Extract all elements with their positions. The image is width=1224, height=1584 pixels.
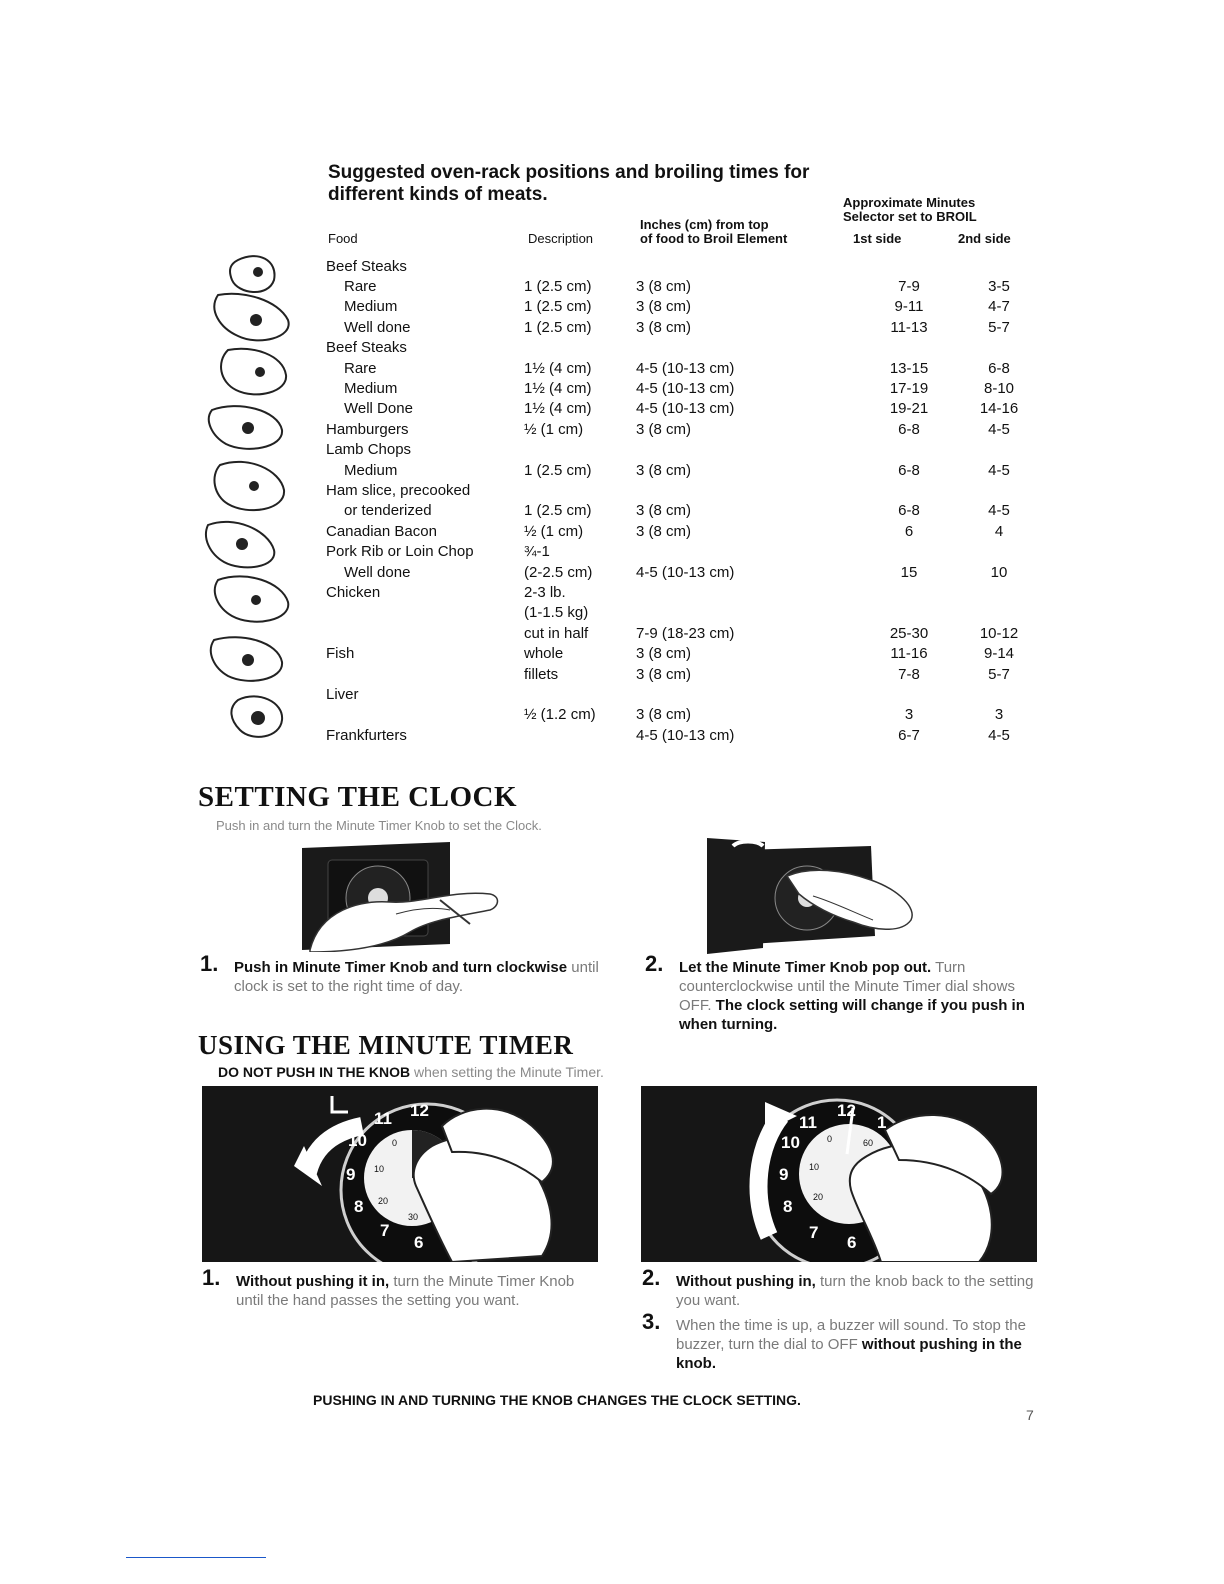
dial-2-m10: 10 [809, 1162, 820, 1172]
dial-2-m0: 0 [827, 1134, 833, 1144]
clock-step-2-number: 2. [645, 951, 664, 976]
first-side-cell [854, 582, 964, 602]
timer-step-3-text: When the time is up, a buzzer will sound. To stop the buzzer, turn the dial to OFF [676, 1317, 1026, 1353]
timer-step-2-number: 2. [642, 1265, 661, 1290]
first-side-cell [854, 256, 964, 276]
dial-2-m60: 60 [863, 1138, 874, 1148]
second-side-cell: 14-16 [979, 400, 1019, 418]
clock-step-2-text: Turn counterclockwise until the Minute Timer dial shows OFF. [679, 959, 1015, 1014]
timer-step-1-number: 1. [202, 1265, 221, 1290]
food-cell: Medium [344, 461, 398, 479]
second-side-cell: 10 [990, 563, 1008, 581]
timer-step-3-bold: without pushing in the knob. [676, 1336, 1022, 1372]
second-side-cell [964, 603, 1034, 623]
dial-1-m10: 10 [374, 1164, 385, 1174]
food-cell: Rare [344, 278, 377, 296]
food-cell [326, 705, 524, 725]
dial-1-n9: 9 [346, 1165, 356, 1184]
timer-intro-text: when setting the Minute Timer. [410, 1064, 604, 1080]
table-row [326, 297, 1034, 317]
second-side-cell: 4 [994, 522, 1004, 540]
first-side-cell: 6 [904, 522, 914, 540]
food-cell: Medium [344, 298, 398, 316]
table-row [326, 440, 1034, 460]
timer-step-2-bold: Without pushing in, [676, 1273, 816, 1290]
first-side-cell [854, 440, 964, 460]
first-side-cell: 6-8 [898, 420, 920, 438]
second-side-cell: 5-7 [988, 318, 1010, 336]
dial-1-m0: 0 [392, 1138, 398, 1148]
food-cell: or tenderized [344, 502, 432, 520]
clock-step-2-bold-2: The clock setting will change if you push in when turning. [679, 997, 1025, 1033]
food-cell: Chicken [326, 583, 381, 601]
food-cell: Pork Rib or Loin Chop [326, 543, 474, 561]
table-row [326, 664, 1034, 684]
inches-cell: 3 (8 cm) [636, 298, 692, 316]
inches-cell [636, 256, 854, 276]
first-side-cell: 7-8 [898, 665, 920, 683]
second-side-cell [964, 582, 1034, 602]
table-row [326, 378, 1034, 398]
description-cell: 2-3 lb. [524, 583, 566, 601]
table-row [326, 582, 1034, 602]
dial-2-n6: 6 [847, 1233, 857, 1252]
table-row [326, 705, 1034, 725]
description-cell: ¾-1 [524, 543, 550, 561]
inches-cell [636, 440, 854, 460]
dial-1-n7: 7 [380, 1221, 390, 1240]
inches-cell: 3 (8 cm) [636, 645, 692, 663]
description-cell [524, 440, 636, 460]
inches-cell: 4-5 (10-13 cm) [636, 400, 735, 418]
inches-cell: 4-5 (10-13 cm) [636, 380, 735, 398]
timer-step-3 [642, 1309, 1036, 1373]
table-row [326, 541, 1034, 561]
description-cell: (1-1.5 kg) [524, 604, 589, 622]
food-cell [326, 664, 524, 684]
inches-cell: 4-5 (10-13 cm) [636, 359, 735, 377]
first-side-cell: 11-16 [890, 645, 928, 663]
header-inches-line1: Inches (cm) from top [640, 217, 769, 232]
food-cell: Hamburgers [326, 420, 409, 438]
inches-cell [636, 480, 854, 500]
timer-step-3-number: 3. [642, 1309, 661, 1334]
table-row [326, 603, 1034, 623]
description-cell [524, 725, 636, 745]
second-side-cell: 4-7 [988, 298, 1010, 316]
table-row [326, 317, 1034, 337]
clock-photo-1 [300, 840, 510, 952]
clock-step-1-text: until clock is set to the right time of day. [234, 959, 599, 995]
inches-cell: 3 (8 cm) [636, 461, 692, 479]
timer-photo-1-art [202, 1086, 598, 1262]
dial-1-m30: 30 [408, 1212, 419, 1222]
description-cell: ½ (1.2 cm) [524, 706, 596, 724]
inches-cell: 4-5 (10-13 cm) [636, 563, 735, 581]
inches-cell [636, 338, 854, 358]
food-cell: Well done [344, 318, 411, 336]
first-side-cell: 6-8 [898, 502, 920, 520]
clock-heading: SETTING THE CLOCK [198, 781, 518, 813]
clock-step-2 [645, 951, 1039, 1034]
first-side-cell: 17-19 [889, 380, 929, 398]
header-second-side: 2nd side [958, 231, 1011, 246]
clock-step-2-bold: Let the Minute Timer Knob pop out. [679, 959, 932, 976]
second-side-cell: 4-5 [988, 726, 1010, 744]
first-side-cell: 6-7 [898, 726, 920, 744]
timer-intro [218, 1064, 604, 1080]
food-cell: Fish [326, 645, 355, 663]
food-cell: Ham slice, precooked [326, 481, 471, 499]
description-cell: 1½ (4 cm) [524, 400, 592, 418]
header-first-side: 1st side [853, 231, 902, 246]
first-side-cell [854, 338, 964, 358]
table-row [326, 399, 1034, 419]
second-side-cell: 9-14 [983, 645, 1015, 663]
dial-1-n10: 10 [348, 1131, 367, 1150]
inches-cell: 3 (8 cm) [636, 420, 692, 438]
title-line-1: Suggested oven-rack positions and broiling times for [328, 162, 810, 183]
second-side-cell [964, 338, 1034, 358]
table-row [326, 338, 1034, 358]
header-approx-minutes: Approximate Minutes [843, 195, 976, 210]
food-cell: Rare [344, 359, 377, 377]
second-side-cell [964, 440, 1034, 460]
inches-cell: 3 (8 cm) [636, 278, 692, 296]
page-number: 7 [1026, 1407, 1034, 1423]
dial-2-m20: 20 [813, 1192, 824, 1202]
timer-step-2 [642, 1265, 1036, 1310]
second-side-cell: 6-8 [988, 359, 1010, 377]
food-cell: Beef Steaks [326, 257, 407, 275]
description-cell: 1 (2.5 cm) [524, 461, 592, 479]
first-side-cell [854, 541, 964, 561]
table-row [326, 643, 1034, 663]
table-row [326, 684, 1034, 704]
food-cell [326, 623, 524, 643]
second-side-cell: 4-5 [988, 461, 1010, 479]
food-cell: Canadian Bacon [326, 522, 437, 540]
food-cell [326, 603, 524, 623]
first-side-cell: 13-15 [889, 359, 929, 377]
first-side-cell [854, 480, 964, 500]
description-cell: ½ (1 cm) [524, 522, 584, 540]
first-side-cell: 11-13 [890, 318, 928, 336]
table-row [326, 460, 1034, 480]
second-side-cell [964, 480, 1034, 500]
dial-2-n11: 11 [799, 1113, 817, 1132]
timer-step-1-text: turn the Minute Timer Knob until the hand passes the setting you want. [236, 1273, 575, 1309]
first-side-cell: 7-9 [898, 278, 920, 296]
dial-2-n9: 9 [779, 1165, 789, 1184]
clock-step-1-number: 1. [200, 951, 219, 976]
first-side-cell: 15 [900, 563, 918, 581]
description-cell: fillets [524, 665, 559, 683]
inches-cell [636, 684, 854, 704]
first-side-cell: 6-8 [898, 461, 920, 479]
header-description: Description [528, 231, 594, 246]
inches-cell: 4-5 (10-13 cm) [636, 726, 735, 744]
timer-photo-2-art [641, 1086, 1037, 1262]
description-cell: 1½ (4 cm) [524, 380, 592, 398]
broiling-table-body [326, 256, 1034, 745]
dial-1-n8: 8 [354, 1197, 364, 1216]
description-cell [524, 684, 636, 704]
first-side-cell: 19-21 [889, 400, 929, 418]
timer-photo-1 [202, 1086, 598, 1262]
dial-2-n12: 12 [837, 1101, 856, 1120]
header-inches-line2: of food to Broil Element [640, 231, 788, 246]
table-row [326, 358, 1034, 378]
description-cell: ½ (1 cm) [524, 420, 584, 438]
description-cell: whole [524, 645, 564, 663]
description-cell: 1 (2.5 cm) [524, 298, 592, 316]
footer-note: PUSHING IN AND TURNING THE KNOB CHANGES THE CLOCK SETTING. [313, 1392, 801, 1408]
inches-cell [636, 541, 854, 561]
broiling-table [326, 256, 1034, 745]
second-side-cell [964, 256, 1034, 276]
link-underline [126, 1557, 266, 1558]
description-cell [524, 338, 636, 358]
food-cell: Well Done [344, 400, 413, 418]
description-cell [524, 256, 636, 276]
timer-step-1-bold: Without pushing it in, [236, 1273, 390, 1290]
inches-cell: 3 (8 cm) [636, 502, 692, 520]
second-side-cell: 4-5 [988, 502, 1010, 520]
table-row [326, 480, 1034, 500]
food-cell: Frankfurters [326, 726, 407, 744]
clock-step-1 [200, 951, 604, 996]
table-row [326, 256, 1034, 276]
header-selector: Selector set to BROIL [843, 209, 977, 224]
first-side-cell: 25-30 [889, 624, 929, 642]
description-cell: 1 (2.5 cm) [524, 318, 592, 336]
second-side-cell: 3-5 [988, 278, 1010, 296]
food-cell: Medium [344, 380, 398, 398]
second-side-cell: 10-12 [979, 624, 1019, 642]
timer-heading: USING THE MINUTE TIMER [198, 1030, 574, 1060]
description-cell [524, 480, 636, 500]
first-side-cell: 9-11 [894, 298, 924, 316]
dial-1-n11: 11 [374, 1109, 392, 1128]
food-cell: Lamb Chops [326, 441, 412, 459]
clock-step-1-bold: Push in Minute Timer Knob and turn clockwise [234, 959, 568, 976]
table-row [326, 725, 1034, 745]
table-row [326, 623, 1034, 643]
first-side-cell [854, 684, 964, 704]
meat-illustration [198, 250, 310, 770]
title-line-2: different kinds of meats. [328, 184, 548, 205]
inches-cell: 3 (8 cm) [636, 706, 692, 724]
table-row [326, 276, 1034, 296]
description-cell: 1 (2.5 cm) [524, 502, 592, 520]
clock-photo-2 [703, 836, 923, 956]
inches-cell: 7-9 (18-23 cm) [636, 624, 735, 642]
timer-step-1 [202, 1265, 596, 1310]
first-side-cell [854, 603, 964, 623]
table-row [326, 521, 1034, 541]
dial-2-n8: 8 [783, 1197, 793, 1216]
timer-photo-2 [641, 1086, 1037, 1262]
second-side-cell: 3 [994, 706, 1004, 724]
second-side-cell [964, 541, 1034, 561]
clock-intro: Push in and turn the Minute Timer Knob to set the Clock. [216, 818, 542, 833]
dial-2-n1: 1 [877, 1113, 887, 1132]
second-side-cell: 5-7 [988, 665, 1010, 683]
second-side-cell: 4-5 [988, 420, 1010, 438]
description-cell: cut in half [524, 624, 589, 642]
table-row [326, 501, 1034, 521]
food-cell: Beef Steaks [326, 339, 407, 357]
inches-cell [636, 603, 854, 623]
dial-1-n6: 6 [414, 1233, 424, 1252]
broiling-table-title [328, 162, 809, 206]
table-row [326, 562, 1034, 582]
food-cell: Liver [326, 685, 359, 703]
dial-2-n7: 7 [809, 1223, 819, 1242]
timer-step-2-text: turn the knob back to the setting you want. [676, 1273, 1034, 1309]
inches-cell [636, 582, 854, 602]
dial-1-n12: 12 [410, 1101, 429, 1120]
header-food: Food [328, 231, 358, 246]
description-cell: 1 (2.5 cm) [524, 278, 592, 296]
table-row [326, 419, 1034, 439]
dial-1-m20: 20 [378, 1196, 389, 1206]
second-side-cell: 8-10 [983, 380, 1015, 398]
second-side-cell [964, 684, 1034, 704]
description-cell: 1½ (4 cm) [524, 359, 592, 377]
timer-intro-bold: DO NOT PUSH IN THE KNOB [218, 1064, 411, 1080]
food-cell: Well done [344, 563, 411, 581]
inches-cell: 3 (8 cm) [636, 665, 692, 683]
first-side-cell: 3 [904, 706, 914, 724]
dial-2-n10: 10 [781, 1133, 800, 1152]
description-cell: (2-2.5 cm) [524, 563, 593, 581]
inches-cell: 3 (8 cm) [636, 522, 692, 540]
inches-cell: 3 (8 cm) [636, 318, 692, 336]
